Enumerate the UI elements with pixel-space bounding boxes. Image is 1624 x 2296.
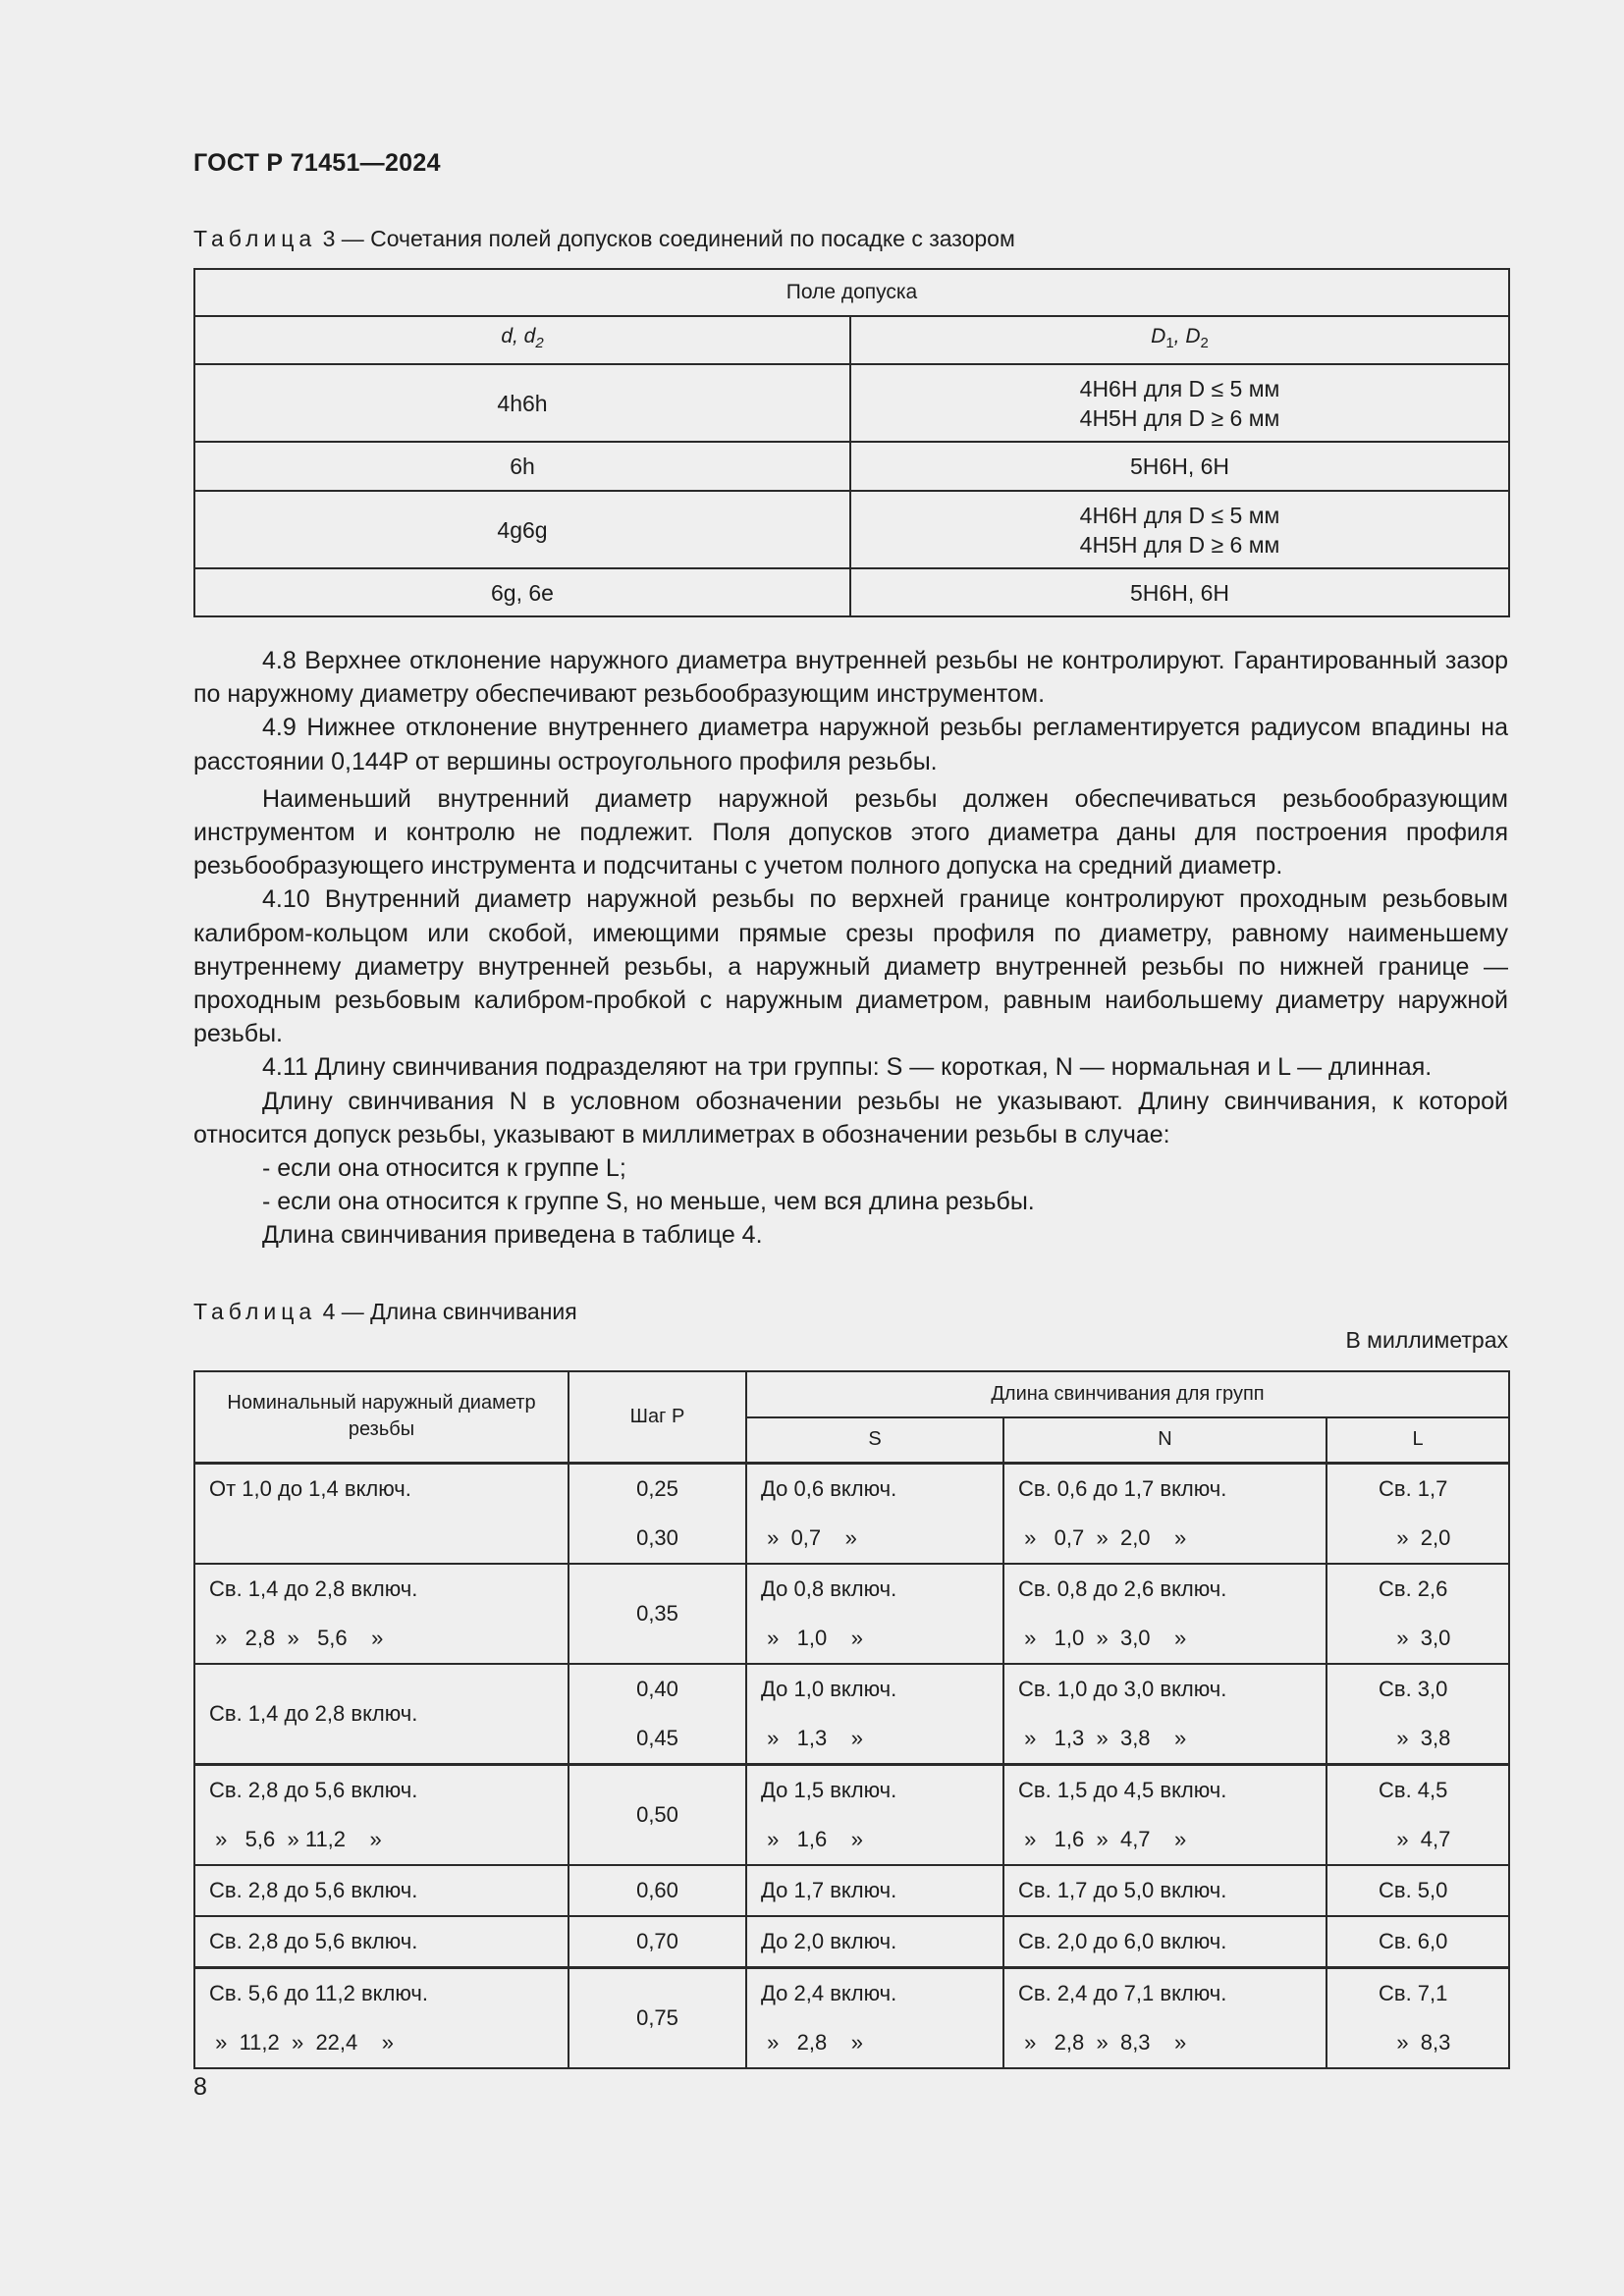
table4-caption-word: Таблица [193, 1299, 317, 1324]
table3-cell-mating [850, 568, 1509, 616]
table4-cell-n [1003, 1564, 1326, 1664]
table4-cell-l [1326, 1463, 1509, 1564]
table4-cell-l [1326, 1664, 1509, 1765]
table4-units: В миллиметрах [1345, 1327, 1508, 1353]
cell-line: До 2,0 включ. [761, 1928, 897, 1953]
table3-row [194, 364, 1509, 442]
table4-cell-l [1326, 1967, 1509, 2068]
table3-row [194, 568, 1509, 616]
table3-caption-text: 3 — Сочетания полей допусков соединений по посадке с зазором [316, 226, 1015, 251]
table4-cell-pitch [568, 1865, 746, 1916]
cell-line: Св. 2,0 до 6,0 включ. [1018, 1928, 1227, 1953]
table4-cell-pitch [568, 1463, 746, 1564]
table3-cell-line: 5H6H, 6H [1130, 454, 1229, 479]
table3-row [194, 442, 1509, 491]
cell-line: 0,45 [636, 1725, 678, 1750]
cell-line: Св. 1,5 до 4,5 включ. [1018, 1777, 1227, 1802]
cell-line: Св. 2,8 до 5,6 включ. [209, 1928, 418, 1953]
cell-line: 0,60 [636, 1877, 678, 1902]
cell-line: Св. 1,7 до 5,0 включ. [1018, 1877, 1227, 1902]
table4-cell-pitch: 0,75 [568, 1967, 746, 2068]
table3-cell-line: 4H5H для D ≥ 6 мм [1079, 404, 1280, 431]
table-row [194, 1764, 1509, 1865]
cell-line: » 2,0 [1379, 1524, 1451, 1550]
table4-cell-s [746, 1764, 1003, 1865]
table4-cell-diameter [194, 1865, 568, 1916]
cell-line: Св. 0,6 до 1,7 включ. [1018, 1475, 1227, 1501]
table3-caption [193, 226, 1015, 252]
table3-header-col1-main: d, d [501, 324, 536, 347]
table4-caption-text: 4 — Длина свинчивания [316, 1299, 577, 1324]
table3-header-col2-sub2: 2 [1200, 335, 1209, 352]
cell-line: Св. 2,8 до 5,6 включ. [209, 1877, 418, 1902]
cell-line: Св. 3,0 [1379, 1676, 1448, 1701]
cell-line: » 11,2 » 22,4 » [209, 2029, 394, 2055]
table4-header-diameter: Номинальный наружный диаметр резьбы [194, 1371, 568, 1463]
cell-line: До 1,5 включ. [761, 1777, 897, 1802]
table-row [194, 1564, 1509, 1664]
list-item: - если она относится к группе S, но меньше, чем вся длина резьбы. [262, 1188, 1035, 1216]
document-header: ГОСТ Р 71451—2024 [193, 149, 441, 177]
table-row [194, 1967, 1509, 2068]
cell-line: » 1,3 » [761, 1725, 863, 1750]
table4-cell-diameter [194, 1764, 568, 1865]
table4-cell-n [1003, 1764, 1326, 1865]
table4-cell-n [1003, 1664, 1326, 1765]
table4-cell-s [746, 1664, 1003, 1765]
table3-cell-mating [850, 491, 1509, 568]
table3-cell-tolerance: 6h [194, 442, 850, 491]
table4-cell-s [746, 1463, 1003, 1564]
table4-cell-n [1003, 1916, 1326, 1968]
cell-line: До 1,7 включ. [761, 1877, 897, 1902]
cell-line: Св. 0,8 до 2,6 включ. [1018, 1575, 1227, 1601]
table-row [194, 1463, 1509, 1564]
cell-line: Св. 2,8 до 5,6 включ. [209, 1777, 418, 1802]
table4-cell-l [1326, 1865, 1509, 1916]
page-number: 8 [193, 2073, 207, 2101]
table3-cell-line: 5H6H, 6H [1130, 579, 1229, 606]
table4-header-l: L [1326, 1417, 1509, 1463]
cell-line: 0,30 [636, 1524, 678, 1550]
cell-line: » 1,6 » 4,7 » [1018, 1826, 1187, 1851]
table4-cell-s [746, 1967, 1003, 2068]
cell-line: » 4,7 [1379, 1826, 1451, 1851]
paragraph-4-9-cont: Наименьший внутренний диаметр наружной резьбы должен обеспечиваться резьбообразующим инструментом и контролю не подлежит. Поля допусков этого диаметра даны для построения профиля резьбообразующего инструмента и подсчитаны с учетом полного допуска на средний диаметр. [193, 784, 1508, 881]
table3-cell-tolerance: 4g6g [194, 491, 850, 568]
cell-line: » 0,7 » [761, 1524, 857, 1550]
cell-line: Св. 6,0 [1379, 1928, 1448, 1953]
table3-header-col2-sub1: 1 [1165, 335, 1174, 352]
table4-caption [193, 1299, 577, 1325]
table4-cell-pitch [568, 1916, 746, 1968]
table-row [194, 1865, 1509, 1916]
table3-cell-mating [850, 364, 1509, 442]
table4-cell-diameter [194, 1564, 568, 1664]
cell-line: » 3,8 [1379, 1725, 1451, 1750]
cell-line: Св. 2,4 до 7,1 включ. [1018, 1980, 1227, 2005]
table3-cell-line: 4H6H для D ≤ 5 мм [1079, 375, 1280, 401]
table4-cell-s [746, 1865, 1003, 1916]
table-row [194, 1916, 1509, 1968]
table4-header-group: Длина свинчивания для групп [746, 1371, 1509, 1417]
cell-line: До 1,0 включ. [761, 1676, 897, 1701]
table3-header-col1-sub: 2 [535, 335, 544, 352]
table4-cell-s [746, 1916, 1003, 1968]
table4-cell-l [1326, 1764, 1509, 1865]
cell-line: Св. 2,6 [1379, 1575, 1448, 1601]
cell-line: » 2,8 » [761, 2029, 863, 2055]
table3-header-col2-main: D [1151, 324, 1166, 347]
table4 [193, 1370, 1510, 2069]
body-text [193, 644, 1508, 1253]
table4-cell-pitch: 0,35 [568, 1564, 746, 1664]
table4-cell-diameter [194, 1916, 568, 1968]
paragraph-4-9: 4.9 Нижнее отклонение внутреннего диаметра наружной резьбы регламентируется радиусом впадины на расстоянии 0,144P от вершины остроугольного профиля резьбы. [193, 714, 1508, 775]
cell-line: 0,70 [636, 1928, 678, 1953]
cell-line: До 0,6 включ. [761, 1475, 897, 1501]
table3-caption-word: Таблица [193, 226, 317, 251]
table3 [193, 268, 1510, 617]
table4-cell-l [1326, 1916, 1509, 1968]
table3-header-col2 [850, 316, 1509, 364]
cell-line: » 1,0 » 3,0 » [1018, 1625, 1187, 1650]
cell-line: Св. 5,0 [1379, 1877, 1448, 1902]
table4-header-s: S [746, 1417, 1003, 1463]
cell-line: 0,25 [636, 1475, 678, 1501]
table4-cell-l [1326, 1564, 1509, 1664]
table3-header-col2-sep: , D [1173, 324, 1201, 347]
cell-line: » 2,8 » 8,3 » [1018, 2029, 1187, 2055]
cell-line: » 0,7 » 2,0 » [1018, 1524, 1187, 1550]
cell-line: Св. 5,6 до 11,2 включ. [209, 1980, 428, 2005]
cell-line: » 2,8 » 5,6 » [209, 1625, 384, 1650]
table4-cell-diameter [194, 1463, 568, 1564]
cell-line: Св. 1,4 до 2,8 включ. [209, 1575, 418, 1601]
table3-cell-tolerance: 6g, 6e [194, 568, 850, 616]
cell-line: » 1,3 » 3,8 » [1018, 1725, 1187, 1750]
table3-header-col1 [194, 316, 850, 364]
cell-line: От 1,0 до 1,4 включ. [209, 1475, 411, 1501]
table3-cell-line: 4H5H для D ≥ 6 мм [1079, 531, 1280, 558]
list-item: - если она относится к группе L; [262, 1154, 626, 1183]
table4-cell-s [746, 1564, 1003, 1664]
paragraph-4-10: 4.10 Внутренний диаметр наружной резьбы по верхней границе контролируют проходным резьбовым калибром-кольцом или скобой, имеющими прямые срезы профиля по диаметру, равному наименьшему внутреннему диаметру внутренней резьбы, а наружный диаметр внутренней резьбы по нижней границе — проходным резьбовым калибром-пробкой с наружным диаметром, равным наибольшему диаметру наружной резьбы. [193, 885, 1508, 1048]
table4-cell-pitch: 0,50 [568, 1764, 746, 1865]
cell-line: Св. 1,0 до 3,0 включ. [1018, 1676, 1227, 1701]
cell-line: Св. 1,7 [1379, 1475, 1448, 1501]
table3-cell-line: 4H6H для D ≤ 5 мм [1079, 502, 1280, 528]
table4-cell-pitch [568, 1664, 746, 1765]
table4-cell-diameter [194, 1967, 568, 2068]
paragraph-4-8: 4.8 Верхнее отклонение наружного диаметра внутренней резьбы не контролируют. Гарантированный зазор по наружному диаметру обеспечивают резьбообразующим инструментом. [193, 647, 1508, 709]
table4-header-pitch: Шаг P [568, 1371, 746, 1463]
cell-line: » 3,0 [1379, 1625, 1451, 1650]
cell-line: 0,40 [636, 1676, 678, 1701]
cell-line: Св. 4,5 [1379, 1777, 1448, 1802]
cell-line: До 2,4 включ. [761, 1980, 897, 2005]
table4-cell-diameter: Св. 1,4 до 2,8 включ. [194, 1664, 568, 1765]
cell-line: » 1,6 » [761, 1826, 863, 1851]
table4-cell-n [1003, 1967, 1326, 2068]
paragraph-4-11: 4.11 Длину свинчивания подразделяют на три группы: S — короткая, N — нормальная и L — длинная. [262, 1053, 1433, 1082]
cell-line: » 8,3 [1379, 2029, 1451, 2055]
cell-line: » 5,6 » 11,2 » [209, 1826, 382, 1851]
paragraph-table4-ref: Длина свинчивания приведена в таблице 4. [262, 1221, 763, 1250]
table-row [194, 1664, 1509, 1765]
table3-row [194, 491, 1509, 568]
table4-cell-n [1003, 1865, 1326, 1916]
table3-cell-mating [850, 442, 1509, 491]
table3-cell-tolerance: 4h6h [194, 364, 850, 442]
cell-line: Св. 7,1 [1379, 1980, 1448, 2005]
paragraph-4-11-cont: Длину свинчивания N в условном обозначении резьбы не указывают. Длину свинчивания, к которой относится допуск резьбы, указывают в миллиметрах в обозначении резьбы в случае: [193, 1087, 1508, 1148]
cell-line [209, 1514, 568, 1563]
cell-line: » 1,0 » [761, 1625, 863, 1650]
table4-header-n: N [1003, 1417, 1326, 1463]
table4-cell-n [1003, 1463, 1326, 1564]
table3-header-top: Поле допуска [194, 269, 1509, 316]
cell-line: До 0,8 включ. [761, 1575, 897, 1601]
